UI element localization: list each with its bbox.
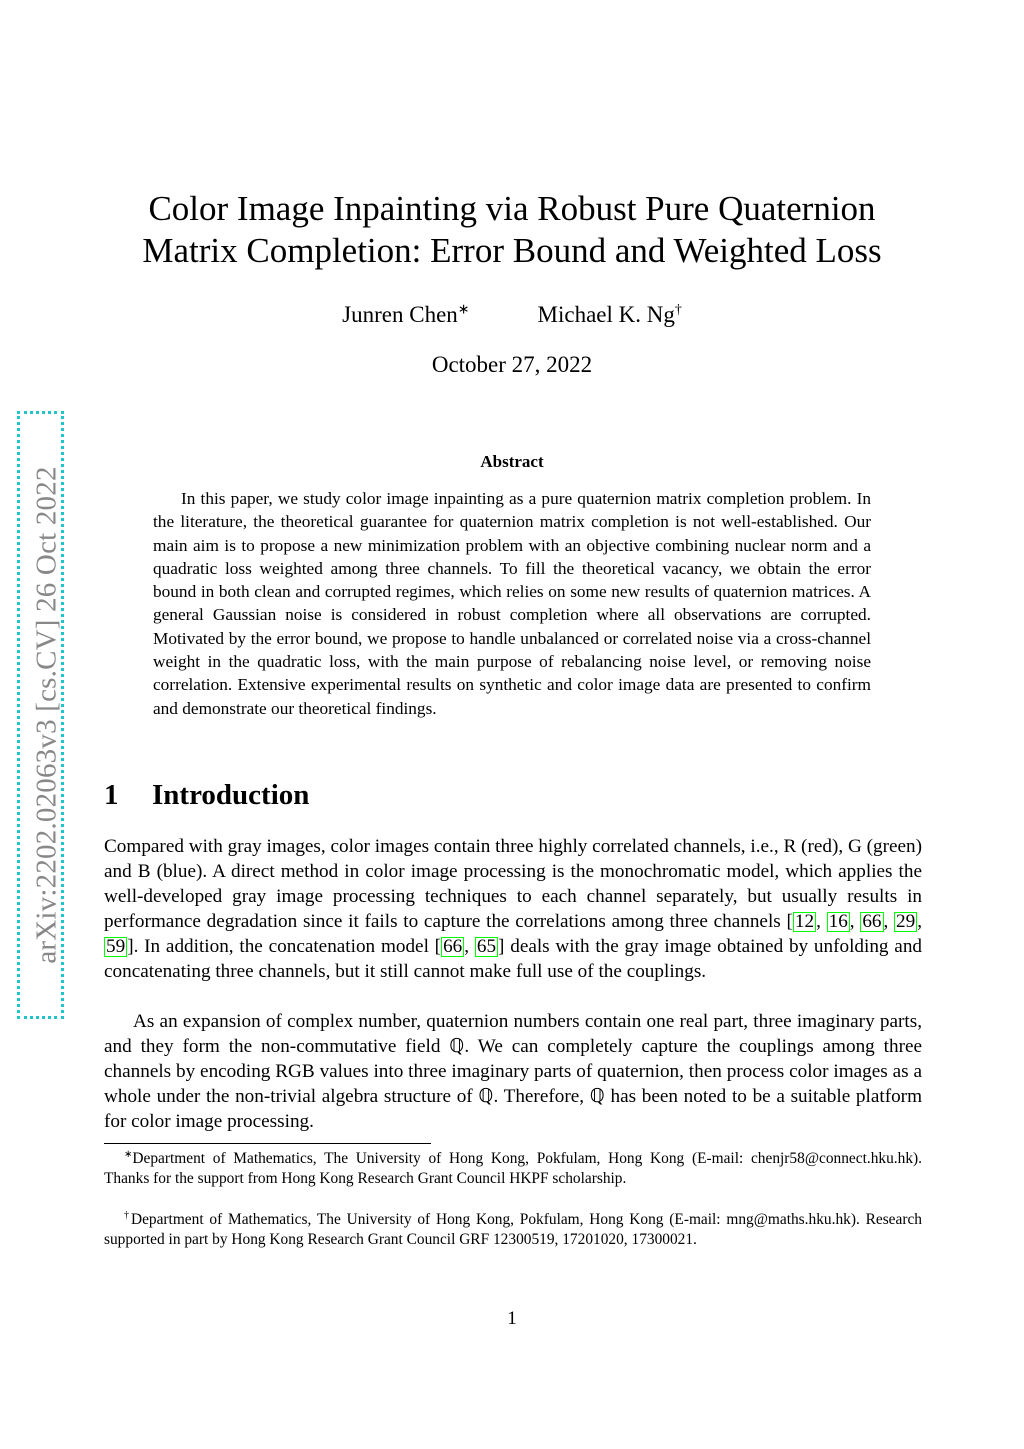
abstract-text: In this paper, we study color image inpainting as a pure quaternion matrix completion problem. In the literature, the theoretical guarantee for quaternion matrix completion is not well-established. Our main aim is to propose a new minimization problem with an objective combining nuclear norm and a quadratic loss weighted among three channels. To fill the theoretical vacancy, we obtain the error bound in both clean and corrupted regimes, which relies on some new results of quaternion matrices. A general Gaussian noise is considered in robust completion where all observations are corrupted. Motivated by the error bound, we propose to handle unbalanced or correlated noise via a cross-channel weight in the quadratic loss, with the main purpose of rebalancing noise level, or removing noise correlation. Extensive experimental results on synthetic and color image data are presented to confirm and demonstrate our theoretical findings. — [153, 489, 871, 718]
intro-paragraph-2: As an expansion of complex number, quaternion numbers contain one real part, three imaginary parts, and they form the non-commutative field ℚ. We can completely capture the couplings among three channels by encoding RGB values into three imaginary parts of quaternion, then process color images as a whole under the non-trivial algebra structure of ℚ. Therefore, ℚ has been noted to be a suitable platform for color image processing. — [104, 1011, 922, 1132]
author-name: Michael K. Ng — [537, 302, 675, 327]
citation-link[interactable]: 65 — [476, 935, 497, 957]
arxiv-stamp: arXiv:2202.02063v3 [cs.CV] 26 Oct 2022 — [30, 466, 63, 964]
footnote-text: Department of Mathematics, The University of Hong Kong, Pokfulam, Hong Kong (E-mail: mng@maths.hku.hk). Research supported in part by Hong Kong Research Grant Council GRF 12300519, 17201020, 17300021. — [104, 1211, 923, 1249]
citation-link[interactable]: 66 — [862, 910, 882, 932]
footnote-mark: ∗ — [124, 1148, 133, 1160]
section-number: 1 — [104, 779, 119, 811]
author-mark: ∗ — [457, 302, 470, 318]
footnote-mark: † — [124, 1209, 131, 1221]
author-list — [104, 300, 920, 330]
citation-link[interactable]: 66 — [443, 935, 463, 957]
author-mark: † — [674, 302, 682, 318]
citation-link[interactable]: 12 — [794, 910, 815, 932]
footnote-2 — [104, 1210, 922, 1251]
paper-date: October 27, 2022 — [431, 352, 593, 377]
title-line-1: Color Image Inpainting via Robust Pure Quaternion — [148, 189, 876, 228]
paper-title — [104, 188, 920, 272]
footnote-text: Department of Mathematics, The University of Hong Kong, Pokfulam, Hong Kong (E-mail: chenjr58@connect.hku.hk). Thanks for the support from Hong Kong Research Grant Council HKPF scholarship. — [104, 1150, 922, 1188]
author — [342, 300, 469, 330]
paragraph-text: Compared with gray images, color images contain three highly correlated channels, i.e., R (red), G (green) and B (blue). A direct method in color image processing is the monochromatic model, which applies the well-developed gray image processing techniques to each channel separately, but usually results in performance degradation since it fails to capture the correlations among three channels [ — [104, 836, 922, 932]
page-number: 1 — [507, 1308, 517, 1329]
section-title: Introduction — [152, 779, 310, 811]
intro-paragraph-1: Compared with gray images, color images contain three highly correlated channels, i.e., R (red), G (green) and B (blue). A direct method in color image processing is the monochromatic model, which applies the well-developed gray image processing techniques to each channel separately, but usually results in performance degradation since it fails to capture the correlations among three channels [ 12 , 16 , 66 , 29 , 59 ]. In addition, the concatenation model [ 66 , 65 ] deals with the gray image obtained by unfolding and concatenating three channels, but it still cannot make full use of the couplings. — [104, 836, 923, 982]
title-line-2: Matrix Completion: Error Bound and Weighted Loss — [142, 231, 882, 270]
author — [538, 300, 682, 330]
section-heading — [104, 779, 309, 812]
author-name: Junren Chen — [342, 302, 458, 327]
paragraph-text: ]. In addition, the concatenation model [ — [127, 935, 442, 957]
citation-link[interactable]: 29 — [896, 910, 916, 932]
abstract-heading: Abstract — [480, 452, 544, 471]
footnote-rule — [104, 1143, 431, 1144]
citation-link[interactable]: 59 — [106, 935, 126, 957]
footnote-1 — [104, 1149, 922, 1190]
citation-link[interactable]: 16 — [828, 910, 848, 932]
paragraph-text: ] deals with the gray image obtained by unfolding and concatenating three channels, but it still cannot make full use of the couplings. — [104, 935, 923, 982]
